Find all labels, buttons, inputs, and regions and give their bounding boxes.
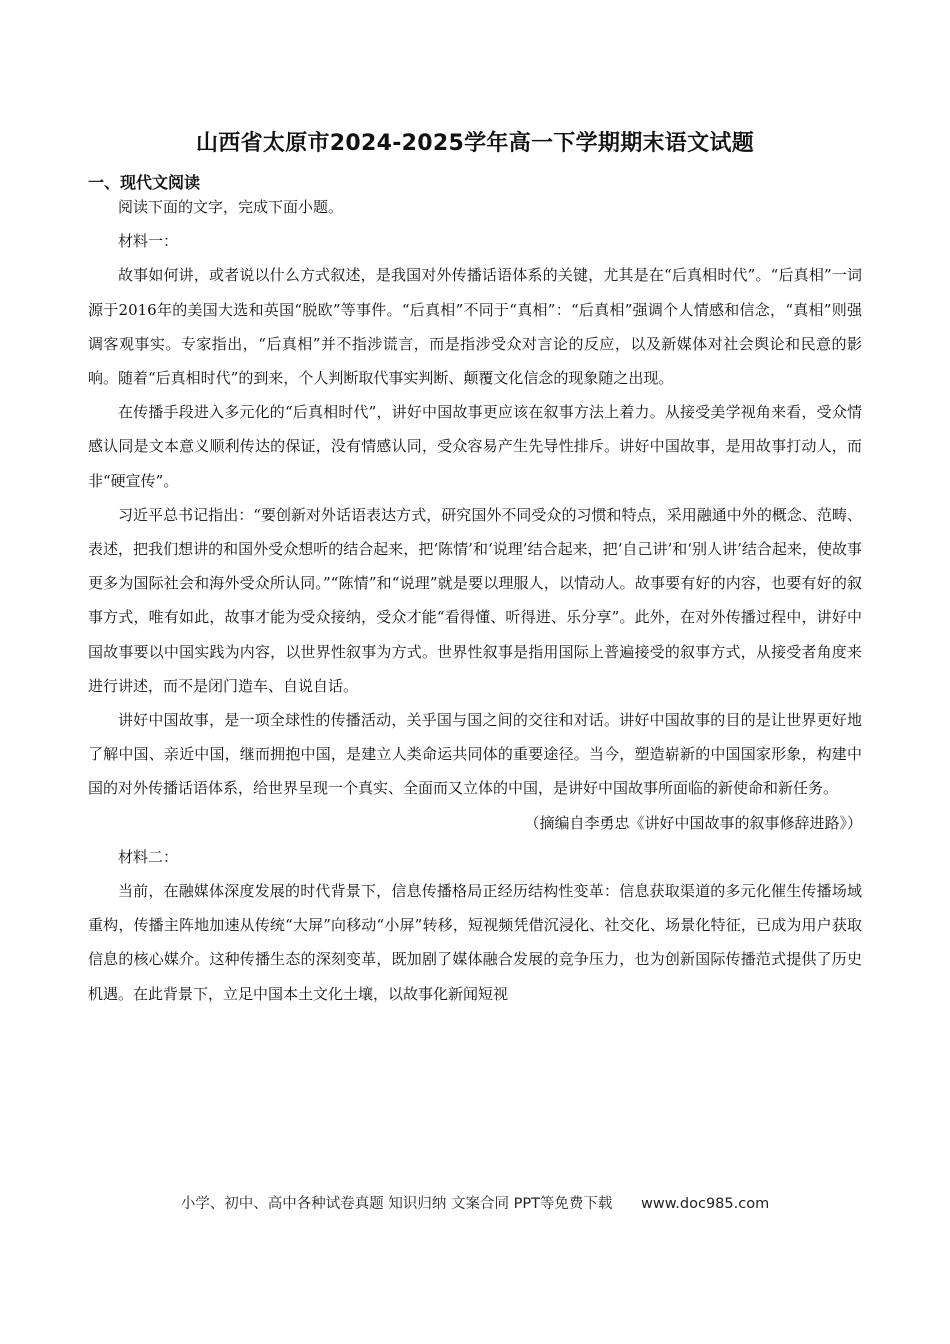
material1-paragraph-1: 故事如何讲，或者说以什么方式叙述，是我国对外传播话语体系的关键，尤其是在“后真相时代”。“后真相”一词源于2016年的美国大选和英国“脱欧”等事件。“后真相”不同于“真相”：“后真相”强调个人情感和信念，“真相”则强调客观事实。专家指出，“后真相”并不指涉谎言，而是指涉受众对言论的反应，以及新媒体对社会舆论和民意的影响。随着“后真相时代”的到来，个人判断取代事实判断、颠覆文化信念的现象随之出现。 <box>88 266 862 388</box>
footer-url-link[interactable]: www.doc985.com <box>641 1196 770 1212</box>
material2-label: 材料二： <box>118 847 179 866</box>
material2-paragraph-1: 当前，在融媒体深度发展的时代背景下，信息传播格局正经历结构性变革：信息获取渠道的多元化催生传播场域重构，传播主阵地加速从传统“大屏”向移动“小屏”转移，短视频凭借沉浸化、社交化、场景化特征，已成为用户获取信息的核心媒介。这种传播生态的深刻变革，既加剧了媒体融合发展的竞争压力，也为创新国际传播范式提供了历史机遇。在此背景下，立足中国本土文化土壤，以故事化新闻短视 <box>88 882 862 1003</box>
footer-text: 小学、初中、高中各种试卷真题 知识归纳 文案合同 PPT等免费下载 <box>180 1196 613 1212</box>
material1-paragraph-4: 讲好中国故事，是一项全球性的传播活动，关乎国与国之间的交往和对话。讲好中国故事的目的是让世界更好地了解中国、亲近中国，继而拥抱中国，是建立人类命运共同体的重要途径。当今，塑造崭新的中国国家形象，构建中国的对外传播话语体系，给世界呈现一个真实、全面而又立体的中国，是讲好中国故事所面临的新使命和新任务。 <box>88 711 862 798</box>
material1-label: 材料一： <box>118 232 179 251</box>
section-heading: 一、现代文阅读 <box>88 173 201 192</box>
instruction-text: 阅读下面的文字，完成下面小题。 <box>118 198 344 216</box>
material1-paragraph-3: 习近平总书记指出：“要创新对外话语表达方式，研究国外不同受众的习惯和特点，采用融通中外的概念、范畴、表述，把我们想讲的和国外受众想听的结合起来，把‘陈情’和‘说理’结合起来，把‘自己讲’和‘别人讲’结合起来，使故事更多为国际社会和海外受众所认同。”“陈情”和“说理”就是要以理服人，以情动人。故事要有好的内容，也要有好的叙事方式，唯有如此，故事才能为受众接纳，受众才能“看得懂、听得进、乐分享”。此外，在对外传播过程中，讲好中国故事要以中国实践为内容，以世界性叙事为方式。世界性叙事是指用国际上普遍接受的叙事方式，从接受者角度来进行讲述，而不是闭门造车、自说自话。 <box>88 505 862 695</box>
material1-source: （摘编自李勇忠《讲好中国故事的叙事修辞进路》） <box>524 813 862 832</box>
material1-paragraph-2: 在传播手段进入多元化的“后真相时代”，讲好中国故事更应该在叙事方法上着力。从接受美学视角来看，受众情感认同是文本意义顺利传达的保证，没有情感认同，受众容易产生先导性排斥。讲好中国故事，是用故事打动人，而非“硬宣传”。 <box>88 403 862 490</box>
page-footer <box>0 1192 950 1213</box>
document-title: 山西省太原市2024-2025学年高一下学期期末语文试题 <box>196 131 754 156</box>
document-body <box>88 190 862 1011</box>
